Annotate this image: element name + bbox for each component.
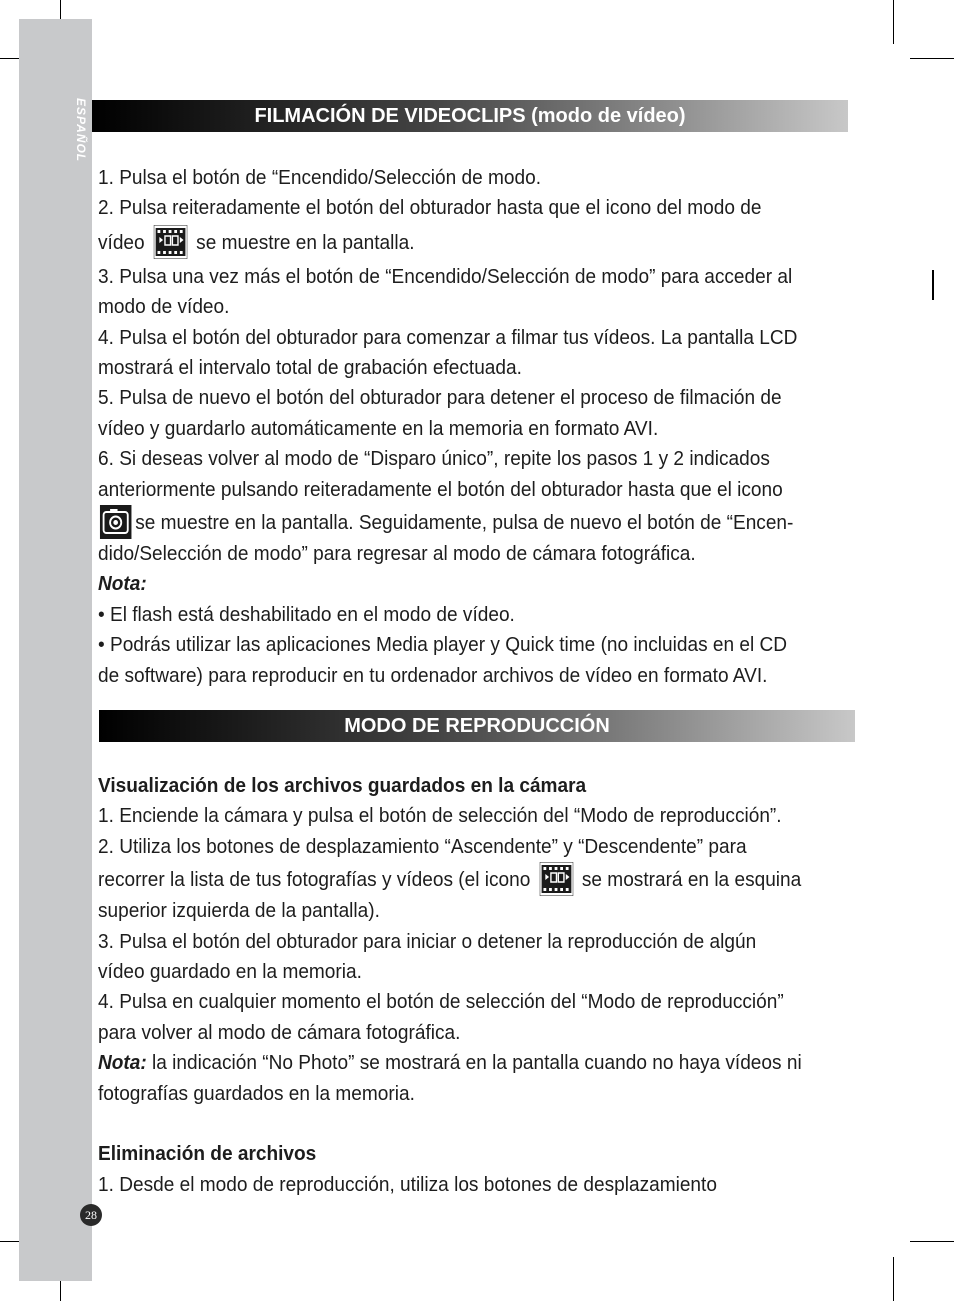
step-text: se muestre en la pantalla. Seguidamente, pulsa de nuevo el botón de “Encen-dido/Selección de modo” para regresar al modo de cámara fotográfica. — [98, 511, 794, 566]
note-label: Nota: — [98, 1051, 147, 1075]
section-title-text: MODO DE REPRODUCCIÓN — [344, 715, 610, 737]
crop-mark — [893, 1257, 894, 1301]
step: 6. Si deseas volver al modo de “Disparo único”, repite los pasos 1 y 2 indicados anteriormente pulsando reiteradamente el botón del obturador hasta que el icono — [98, 447, 783, 501]
note-item: • El flash está deshabilitado en el modo de vídeo. — [98, 602, 515, 626]
language-sidebar — [19, 19, 92, 1281]
step: 3. Pulsa el botón del obturador para iniciar o detener la reproducción de algún vídeo guardado en la memoria. — [98, 929, 757, 984]
step-text: se mostrará en la esquina superior izquierda de la pantalla). — [98, 868, 802, 923]
section-title-video — [92, 100, 848, 132]
step — [98, 224, 803, 262]
subheading: Visualización de los archivos guardados en la cámara — [98, 774, 587, 797]
note-label: Nota: — [98, 572, 147, 596]
registration-mark — [932, 270, 934, 300]
step — [98, 505, 803, 569]
step: 4. Pulsa el botón del obturador para comenzar a filmar tus vídeos. La pantalla LCD mostrará el intervalo total de grabación efectuada. — [98, 325, 798, 380]
step-text: vídeo — [98, 230, 145, 254]
video-mode-icon — [539, 862, 572, 896]
step: 1. Desde el modo de reproducción, utiliza los botones de desplazamiento — [98, 1172, 717, 1196]
section-title-playback — [99, 710, 855, 742]
language-label: ESPAÑOL — [74, 98, 88, 163]
camera-mode-icon — [100, 505, 132, 539]
step — [98, 832, 803, 927]
video-instructions — [98, 163, 803, 691]
step: 4. Pulsa en cualquier momento el botón de selección del “Modo de reproducción” para volver al modo de cámara fotográfica. — [98, 990, 784, 1044]
note — [98, 1048, 803, 1109]
spacer — [98, 1109, 803, 1139]
page-number: 28 — [80, 1204, 102, 1226]
step: 5. Pulsa de nuevo el botón del obturador para detener el proceso de filmación de vídeo y guardarlo automáticamente en la memoria en formato AVI. — [98, 386, 782, 440]
crop-mark — [910, 1241, 954, 1242]
subheading: Eliminación de archivos — [98, 1142, 317, 1166]
crop-mark — [893, 0, 894, 44]
note-item: • Podrás utilizar las aplicaciones Media player y Quick time (no incluidas en el CD de software) para reproducir en tu ordenador archivos de vídeo en formato AVI. — [98, 633, 788, 687]
step-text: se muestre en la pantalla. — [196, 230, 415, 254]
video-mode-icon — [154, 225, 187, 259]
step: 3. Pulsa una vez más el botón de “Encendido/Selección de modo” para acceder al modo de vídeo. — [98, 264, 793, 319]
step: 1. Enciende la cámara y pulsa el botón de selección del “Modo de reproducción”. — [98, 804, 782, 828]
step: 2. Pulsa reiteradamente el botón del obturador hasta que el icono del modo de — [98, 196, 762, 220]
crop-mark — [910, 58, 954, 59]
playback-instructions — [98, 771, 803, 1200]
section-title-text: FILMACIÓN DE VIDEOCLIPS (modo de vídeo) — [254, 105, 686, 127]
note-text: la indicación “No Photo” se mostrará en la pantalla cuando no haya vídeos ni fotografías guardados en la memoria. — [98, 1051, 802, 1105]
step: 1. Pulsa el botón de “Encendido/Selección de modo. — [98, 166, 542, 189]
step-text: 2. Utiliza los botones de desplazamiento “Ascendente” y “Descendente” para recorrer la lista de tus fotografías y vídeos (el icono — [98, 834, 747, 892]
